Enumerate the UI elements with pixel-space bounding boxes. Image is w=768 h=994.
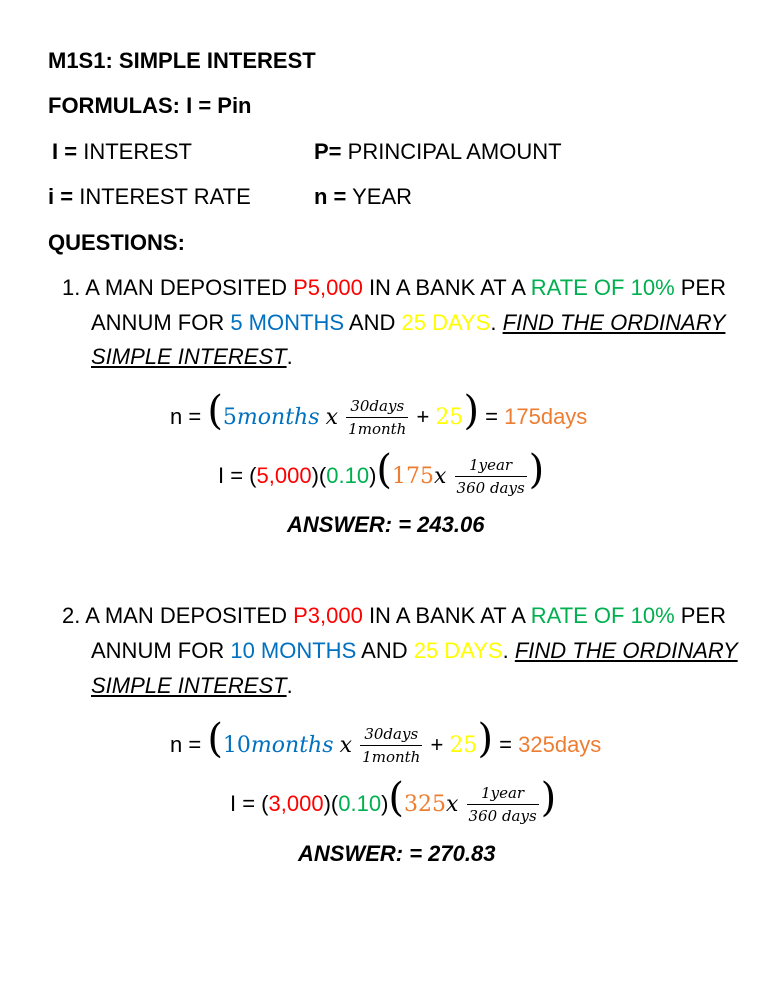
days-term: 25 xyxy=(435,405,464,430)
i-separator: )( xyxy=(311,463,327,488)
question-text: ANNUM FOR xyxy=(91,638,231,663)
question-1-line-3 xyxy=(91,344,293,370)
def-principal xyxy=(314,139,562,165)
i-days: 325 xyxy=(404,792,446,817)
question-text: AND xyxy=(356,638,414,663)
fraction-denominator: 1month xyxy=(362,748,421,767)
plus-sign: + xyxy=(430,732,444,757)
n-result: 175days xyxy=(504,404,588,429)
year-fraction xyxy=(467,785,539,825)
def-year xyxy=(314,184,412,210)
conversion-fraction xyxy=(346,398,408,438)
question-text: . xyxy=(502,638,515,663)
months-value: 5 MONTHS xyxy=(230,310,345,335)
question-text: A MAN DEPOSITED xyxy=(85,603,294,628)
question-text: ANNUM FOR xyxy=(91,310,231,335)
question-number: 1. xyxy=(62,275,81,300)
task-text: FIND THE ORDINARY xyxy=(514,638,738,663)
i-principal: 3,000 xyxy=(268,791,324,816)
def-meaning: INTEREST RATE xyxy=(79,184,251,209)
fraction-numerator: 30days xyxy=(346,398,408,418)
question-text: A MAN DEPOSITED xyxy=(85,275,294,300)
close-paren: ) xyxy=(540,775,557,821)
months-term xyxy=(223,733,334,758)
question-text: PER xyxy=(674,275,726,300)
open-paren: ( xyxy=(376,447,392,493)
page-title: M1S1: SIMPLE INTEREST xyxy=(48,48,316,73)
task-text: FIND THE ORDINARY xyxy=(502,310,726,335)
times-x: x xyxy=(434,464,447,489)
principal-amount: P5,000 xyxy=(293,275,363,300)
fraction-numerator: 1year xyxy=(467,785,539,805)
months-variable: months xyxy=(250,733,334,758)
i-label: I = ( xyxy=(218,463,257,488)
months-term xyxy=(223,405,320,430)
close-paren: ) xyxy=(528,447,545,493)
equals-sign: = xyxy=(479,404,505,429)
fraction-numerator: 1year xyxy=(455,457,527,477)
months-variable: months xyxy=(236,405,320,430)
question-text: AND xyxy=(344,310,402,335)
i-principal: 5,000 xyxy=(256,463,312,488)
months-number: 5 xyxy=(222,405,237,430)
times-x: x xyxy=(446,792,459,817)
def-symbol: P= xyxy=(314,139,342,164)
i-rate: 0.10 xyxy=(326,463,370,488)
task-end: . xyxy=(286,673,293,698)
task-text: SIMPLE INTEREST xyxy=(91,673,287,698)
question-number: 2. xyxy=(62,603,81,628)
days-term: 25 xyxy=(449,733,478,758)
principal-amount: P3,000 xyxy=(293,603,363,628)
question-text: IN A BANK AT A xyxy=(362,603,531,628)
fraction-numerator: 30days xyxy=(360,726,422,746)
question-2-line-3 xyxy=(91,673,293,699)
def-symbol: i = xyxy=(48,184,74,209)
i-close: ) xyxy=(381,791,389,816)
plus-sign: + xyxy=(416,404,430,429)
def-interest-rate xyxy=(48,184,251,210)
i-close: ) xyxy=(369,463,377,488)
n-result: 325days xyxy=(518,732,602,757)
question-2-n-equation xyxy=(170,714,601,771)
months-number: 10 xyxy=(222,733,251,758)
equals-sign: = xyxy=(493,732,519,757)
question-1-n-equation xyxy=(170,386,587,443)
open-paren: ( xyxy=(388,775,404,821)
def-interest xyxy=(52,139,192,165)
months-value: 10 MONTHS xyxy=(230,638,357,663)
n-label: n = xyxy=(170,732,208,757)
task-text: SIMPLE INTEREST xyxy=(91,344,287,369)
fraction-denominator: 360 days xyxy=(468,807,537,826)
answer-1: ANSWER: = 243.06 xyxy=(287,512,485,537)
def-symbol: n = xyxy=(314,184,347,209)
question-1-line-1 xyxy=(62,275,726,301)
question-text: PER xyxy=(674,603,726,628)
open-paren: ( xyxy=(207,716,223,762)
formulas-heading: FORMULAS: I = Pin xyxy=(48,93,252,118)
fraction-denominator: 1month xyxy=(348,420,407,439)
question-2-line-2 xyxy=(91,638,738,664)
question-text: . xyxy=(490,310,503,335)
question-text: IN A BANK AT A xyxy=(362,275,531,300)
conversion-fraction xyxy=(360,726,422,766)
close-paren: ) xyxy=(477,716,494,762)
question-2-line-1 xyxy=(62,603,726,629)
interest-rate: RATE OF 10% xyxy=(530,275,675,300)
open-paren: ( xyxy=(207,388,223,434)
i-rate: 0.10 xyxy=(338,791,382,816)
question-1-line-2 xyxy=(91,310,725,336)
questions-heading: QUESTIONS: xyxy=(48,230,185,255)
def-meaning: YEAR xyxy=(352,184,413,209)
task-end: . xyxy=(286,344,293,369)
fraction-denominator: 360 days xyxy=(456,479,525,498)
answer-2: ANSWER: = 270.83 xyxy=(298,841,496,866)
i-label: I = ( xyxy=(230,791,269,816)
def-symbol: I = xyxy=(52,139,78,164)
i-separator: )( xyxy=(323,791,339,816)
question-1-i-equation xyxy=(218,445,544,502)
close-paren: ) xyxy=(463,388,480,434)
year-fraction xyxy=(455,457,527,497)
interest-rate: RATE OF 10% xyxy=(530,603,675,628)
def-meaning: INTEREST xyxy=(83,139,192,164)
question-2-i-equation xyxy=(230,773,556,830)
n-label: n = xyxy=(170,404,208,429)
times-x: x xyxy=(339,733,353,758)
i-days: 175 xyxy=(392,464,434,489)
times-x: x xyxy=(325,405,339,430)
def-meaning: PRINCIPAL AMOUNT xyxy=(347,139,562,164)
days-value: 25 DAYS xyxy=(413,638,503,663)
days-value: 25 DAYS xyxy=(401,310,491,335)
